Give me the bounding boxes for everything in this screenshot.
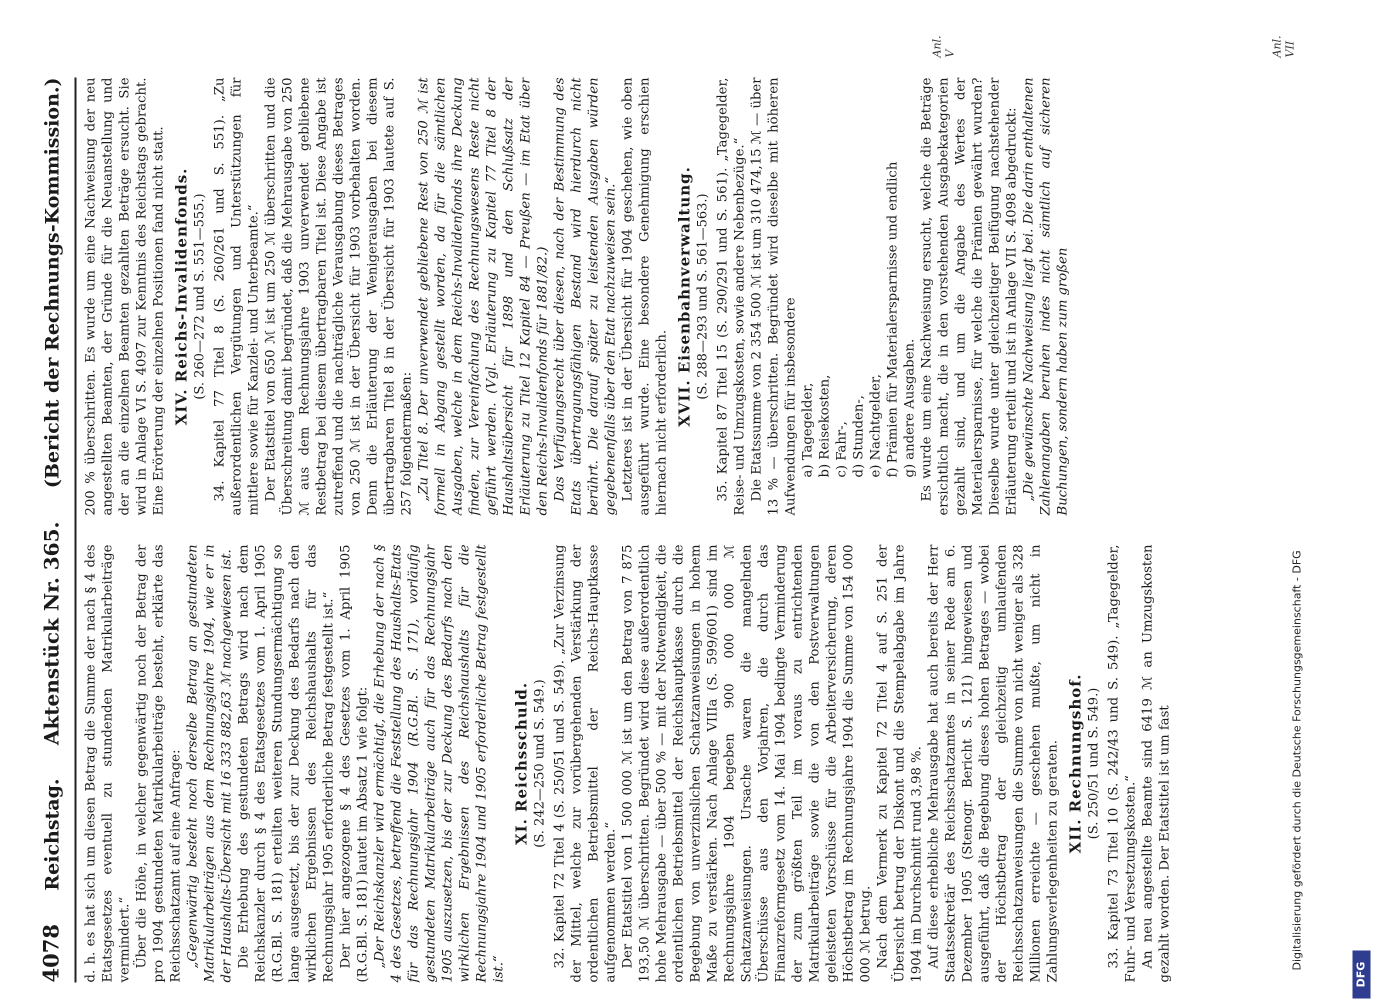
- section-reference: (S. 242—250 und S. 549.): [532, 678, 547, 848]
- paragraph: 200 % überschritten. Es wurde um eine Nachweisung der neu angestellten Beamten, der Gründe für die Neuanstellung und der an die einzelnen Beamten gezahlten Beträge ersucht. Sie wird in Anlage VI S. 4097 zur Kenntnis des Reichstags gebracht. Eine Erörterung der einzelnen Positionen fand nicht statt.: [83, 77, 166, 515]
- section-reference: (S. 260—272 und S. 551—555.): [192, 192, 207, 400]
- list-item: g) andere Ausgaben.: [902, 338, 917, 477]
- paragraph: 34. Kapitel 77 Titel 8 (S. 260/261 und S. 551). „Zu außerordentlichen Vergütungen und Unterstützungen für mittlere sowie für Kanzlei- und Unterbeamte.“: [212, 77, 261, 515]
- paragraph: Letzteres ist in der Übersicht für 1904 geschehen, wie oben ausgeführt wurde. Eine besondere Genehmigung erschien hiernach nicht erforderlich.: [620, 77, 669, 515]
- paragraph: Es wurde um eine Nachweisung ersucht, welche die Beträge ersichtlich macht, die in den vorstehenden Ausgabekategorien gezahlt sind, und um die Angabe des Wertes der Materialersparnisse, für welche die Prämien gewährt wurden? Dieselbe wurde unter gleichzeitiger Beifügung nachstehender Erläuterung erteilt und ist in Anlage VII S. 4098 abgedruckt:: [919, 77, 1019, 515]
- paragraph: Die Erhebung des gestundeten Betrags wird nach dem Reichskanzler durch § 4 des Etatsgesetzes vom 1. April 1905 (R.G.Bl. S. 181) erteilten weiteren Stundungsermächtigung so lange ausgesetzt, bis der zur Deckung des Bedarfs nach den wirklichen Ergebnissen des Reichshaushalts für das Rechnungsjahr 1905 erforderliche Betrag festgestellt ist.“: [236, 544, 336, 982]
- margin-note-anl-v: Anl. V: [930, 34, 956, 57]
- margin-note-anl-vii: Anl. VII: [1270, 34, 1296, 57]
- list-item: f) Prämien für Materialersparnisse und endlich: [885, 161, 900, 477]
- section-heading-xii: XII. Rechnungshof.: [1066, 673, 1084, 853]
- paragraph: Der Etatstitel von 650 ℳ ist um 250 ℳ überschritten und die Überschreitung damit begründet, daß die Mehrausgabe von 250 ℳ aus dem Rechnungsjahre 1903 unverwendet gebliebene Restbetrag bei diesem übertragbaren Titel ist. Diese Angabe ist zutreffend und die nachträgliche Verausgabung dieses Betrages von 250 ℳ ist in der Übersicht für 1903 vorbehalten worden. Denn die Erläuterung der Wenigerausgaben bei diesem übertragbaren Titel 8 in der Übersicht für 1903 lautete auf S. 257 folgendermaßen:: [263, 77, 414, 515]
- list-item: d) Stunden-,: [851, 394, 866, 477]
- expense-list: [799, 77, 918, 515]
- list-item: e) Nachtgelder,: [868, 373, 883, 477]
- paragraph: Nach dem Vermerk zu Kapitel 72 Titel 4 auf S. 251 der Übersicht betrug der Diskont und die Stempelabgabe im Jahre 1904 im Durchschnitt rund 3,98 %.: [875, 544, 924, 982]
- dfg-logo: DFG: [1352, 950, 1370, 998]
- paragraph: Über die Höhe, in welcher gegenwärtig noch der Betrag der pro 1904 gestundeten Matrikularbeiträge besteht, erklärte das Reichsschatzamt auf eine Anfrage:: [134, 544, 183, 982]
- paragraph: An neu angestellte Beamte sind 6419 ℳ an Umzugskosten gezahlt worden. Der Etatstitel ist um fast: [1140, 544, 1172, 982]
- section-reference: (S. 250/51 und S. 549.): [1086, 687, 1101, 839]
- page-number: 4078: [38, 923, 63, 982]
- list-item: b) Reisekosten,: [817, 374, 832, 477]
- right-column: [82, 77, 1262, 515]
- paragraph: 32. Kapitel 72 Titel 4 (S. 250/51 und S. 549). „Zur Verzinsung der Mittel, welche zur vorübergehenden Verstärkung der ordentlichen Betriebsmittel der Reichs-Hauptkasse aufgenommen werden.“: [552, 544, 618, 982]
- paragraph: 35. Kapitel 87 Titel 15 (S. 290/291 und S. 561). „Tagegelder, Reise- und Umzugskosten, sowie andere Nebenbezüge.“: [715, 77, 747, 515]
- header-right-title: (Bericht der Rechnungs-Kommission.): [41, 77, 63, 488]
- header-left-title: Reichstag.: [41, 777, 63, 891]
- paragraph: Das Verfügungsrecht über diesen, nach der Bestimmung des Etats übertragungsfähigen Bestand wird hierdurch nicht berührt. Die darauf später zu leistenden Ausgaben würden gegebenenfalls über den Etat nachzuweisen sein.“: [552, 77, 618, 515]
- section-heading-xvii: XVII. Eisenbahnverwaltung.: [675, 165, 693, 427]
- paragraph: 33. Kapitel 73 Titel 10 (S. 242/43 und S. 549). „Tagegelder, Fuhr- und Versetzungskosten.“: [1106, 544, 1138, 982]
- section-heading-xi: XI. Reichsschuld.: [512, 681, 530, 845]
- paragraph: „Die gewünschte Nachweisung liegt bei. Die darin enthaltenen Zahlenangaben beruhen indes nicht sämtlich auf sicheren Buchungen, sondern haben zum großen: [1021, 77, 1070, 515]
- paragraph: Der hier angezogene § 4 des Gesetzes vom 1. April 1905 (R.G.Bl. S. 181) lautet im Absatz 1 wie folgt:: [338, 544, 370, 982]
- paragraph: Auf diese erhebliche Mehrausgabe hat auch bereits der Herr Staatssekretär des Reichsschatzamtes in seiner Rede am 6. Dezember 1905 (Stenogr. Bericht S. 121) hingewiesen und ausgeführt, daß die Begebung dieses hohen Betrages — wobei der Höchstbetrag der gleichzeitig umlaufenden Reichsschatzanweisungen die Summe von nicht weniger als 328 Millionen erreichte — geschehen mußte, um nicht in Zahlungsverlegenheiten zu geraten.: [926, 544, 1060, 982]
- section-reference: (S. 288—293 und S. 561—563.): [695, 192, 710, 400]
- digitization-notice: Digitalisierung gefördert durch die Deutsche Forschungsgemeinschaft - DFG: [1290, 549, 1303, 970]
- left-column: [82, 544, 1262, 982]
- paragraph: Die Etatssumme von 2 354 500 ℳ ist um 310 474,15 ℳ — über 13 % — überschritten. Begründet wird dieselbe mit höheren Aufwendungen für insbesondere: [749, 77, 798, 515]
- section-heading-xiv: XIV. Reichs-Invalidenfonds.: [172, 167, 190, 425]
- header-center-title: Aktenstück Nr. 365.: [39, 521, 63, 745]
- list-item: a) Tagegelder,: [800, 382, 815, 477]
- page-content: [30, 34, 1296, 982]
- running-header: [38, 77, 68, 982]
- paragraph: „Zu Titel 8. Der unverwendet gebliebene Rest von 250 ℳ ist formell in Abgang gestellt worden, da für die sämtlichen Ausgaben, welche in dem Reichs-Invalidenfonds ihre Deckung finden, zur Vereinfachung des Rechnungswesens Reste nicht geführt werden. (Vgl. Erläuterung zu Kapitel 77 Titel 8 der Haushaltsübersicht für 1898 und den Schlußsatz der Erläuterung zu Titel 12 Kapitel 84 — Preußen — im Etat über den Reichs-Invalidenfonds für 1881/82.): [416, 77, 550, 515]
- paragraph: d. h. es hat sich um diesen Betrag die Summe der nach § 4 des Etatsgesetzes eventuell zu stundenden Matrikularbeiträge vermindert.“: [83, 544, 132, 982]
- paragraph: Der Etatstitel von 1 500 000 ℳ ist um den Betrag von 7 875 193,50 ℳ überschritten. Begründet wird diese außerordentlich hohe Mehrausgabe — über 500 % — mit der Notwendigkeit, die ordentlichen Betriebsmittel der Reichshauptkasse durch die Begebung von unverzinslichen Schatzanweisungen in hohem Maße zu verstärken. Nach Anlage VIIIa (S. 599/601) sind im Rechnungsjahre 1904 begeben 900 000 000 ℳ Schatzanweisungen. Ursache waren die mangelnden Überschüsse aus den Vorjahren, die durch das Finanzreformgesetz vom 14. Mai 1904 bedingte Verminderung der zum größten Teil im voraus zu entrichtenden Matrikularbeiträge sowie die von den Postverwaltungen geleisteten Vorschüsse für die Arbeiterversicherung, deren Höchstbetrag im Rechnungsjahre 1904 die Summe von 154 000 000 ℳ betrug.: [620, 544, 873, 982]
- header-rule: [74, 77, 76, 982]
- list-item: c) Fahr-,: [834, 420, 849, 477]
- paragraph: „Der Reichskanzler wird ermächtigt, die Erhebung der nach § 4 des Gesetzes, betreffend die Feststellung des Haushalts-Etats für das Rechnungsjahr 1904 (R.G.Bl. S. 171), vorläufig gestundeten Matrikularbeiträge auch für das Rechnungsjahr 1905 auszusetzen, bis der zur Deckung des Bedarfs nach den wirklichen Ergebnissen des Reichshaushalts für die Rechnungsjahre 1904 und 1905 erforderliche Betrag festgestellt ist.“: [372, 544, 506, 982]
- paragraph: „Gegenwärtig besteht noch derselbe Betrag an gestundeten Matrikularbeiträgen aus dem Rechnungsjahre 1904, wie er in der Haushalts-Übersicht mit 16 333 882,63 ℳ nachgewiesen ist.: [185, 544, 234, 982]
